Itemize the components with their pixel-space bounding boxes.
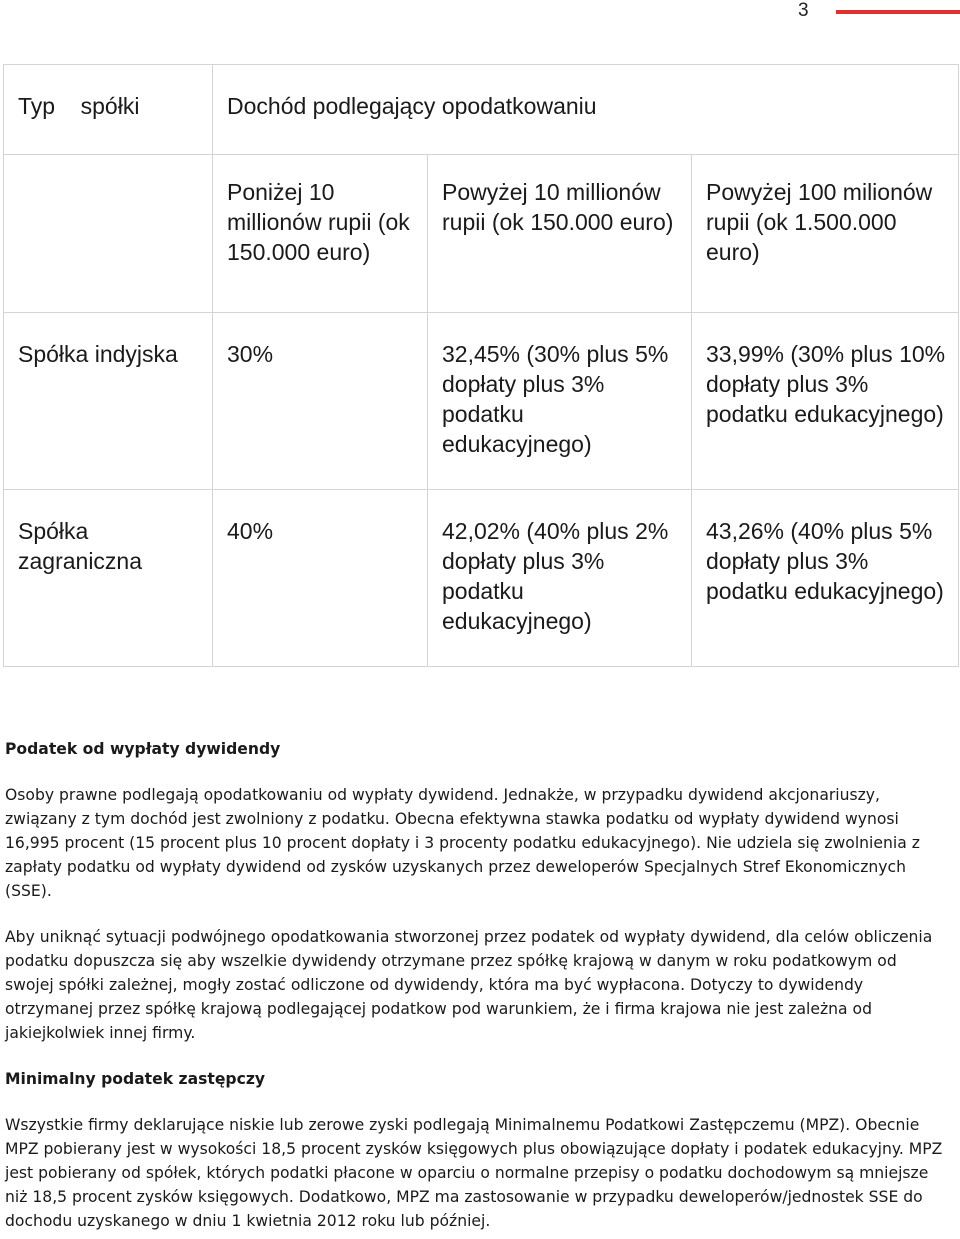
rate-cell: 43,26% (40% plus 5% dopłaty plus 3% podatku edukacyjnego) [692,490,959,667]
table-row [4,490,959,667]
rate-cell: 42,02% (40% plus 2% dopłaty plus 3% podatku edukacyjnego) [428,490,692,667]
company-type-cell: Spółka zagraniczna [4,490,213,667]
threshold-empty-cell [4,155,213,313]
company-type-header [4,65,213,155]
mat-paragraph-1: Wszystkie firmy deklarujące niskie lub zerowe zyski podlegają Minimalnemu Podatkowi Zastępczemu (MPZ). Obecnie MPZ pobierany jest w wysokości 18,5 procent zysków księgowych plus obowiązujące dopłaty i podatek edukacyjny. MPZ jest pobierany od spółek, których podatki płacone w oparciu o normalne przepisy o podatku dochodowym są mniejsze niż 18,5 procent zysków księgowych. Dodatkowo, MPZ ma zastosowanie w przypadku deweloperów/jednostek SSE do dochodu uzyskanego w dniu 1 kwietnia 2012 roku lub później. [5,1116,943,1230]
rate-cell: 30% [213,313,428,490]
rate-cell: 32,45% (30% plus 5% dopłaty plus 3% podatku edukacyjnego) [428,313,692,490]
table-row [4,313,959,490]
page-number: 3 [798,0,809,21]
taxable-income-header: Dochód podlegający opodatkowaniu [213,65,959,155]
rate-cell: 40% [213,490,428,667]
threshold-cell: Powyżej 10 millionów rupii (ok 150.000 euro) [428,155,692,313]
header-accent-rule [836,10,960,14]
company-type-cell: Spółka indyjska [4,313,213,490]
company-type-label-b: spółki [80,93,140,119]
rate-cell: 33,99% (30% plus 10% dopłaty plus 3% podatku edukacyjnego) [692,313,959,490]
dividend-section [5,737,947,1233]
company-type-label-a: Typ [18,93,56,119]
threshold-cell: Poniżej 10 millionów rupii (ok 150.000 euro) [213,155,428,313]
threshold-cell: Powyżej 100 milionów rupii (ok 1.500.000 euro) [692,155,959,313]
tax-rate-table [3,64,959,667]
threshold-row [4,155,959,313]
dividend-heading: Podatek od wypłaty dywidendy [5,740,281,758]
mat-heading: Minimalny podatek zastępczy [5,1070,266,1088]
dividend-paragraph-2: Aby uniknąć sytuacji podwójnego opodatkowania stworzonej przez podatek od wypłaty dywidend, dla celów obliczenia podatku dopuszcza się aby wszelkie dywidendy otrzymane przez spółkę krajową w danym w roku podatkowym od swojej spółki zależnej, mogły zostać odliczone od dywidendy, która ma być wypłacona. Dotyczy to dywidendy otrzymanej przez spółkę krajową podlegającej podatkow pod warunkiem, że i firma krajowa nie jest zależna od jakiejkolwiek innej firmy. [5,928,933,1042]
table-header-row [4,65,959,155]
dividend-paragraph-1: Osoby prawne podlegają opodatkowaniu od wypłaty dywidend. Jednakże, w przypadku dywidend akcjonariuszy, związany z tym dochód jest zwolniony z podatku. Obecna efektywna stawka podatku od wypłaty dywidend wynosi 16,995 procent (15 procent plus 10 procent dopłaty i 3 procenty podatku edukacyjnego). Nie udziela się zwolnienia z zapłaty podatku od wypłaty dywidend od zysków uzyskanych przez deweloperów Specjalnych Stref Ekonomicznych (SSE). [5,786,920,900]
